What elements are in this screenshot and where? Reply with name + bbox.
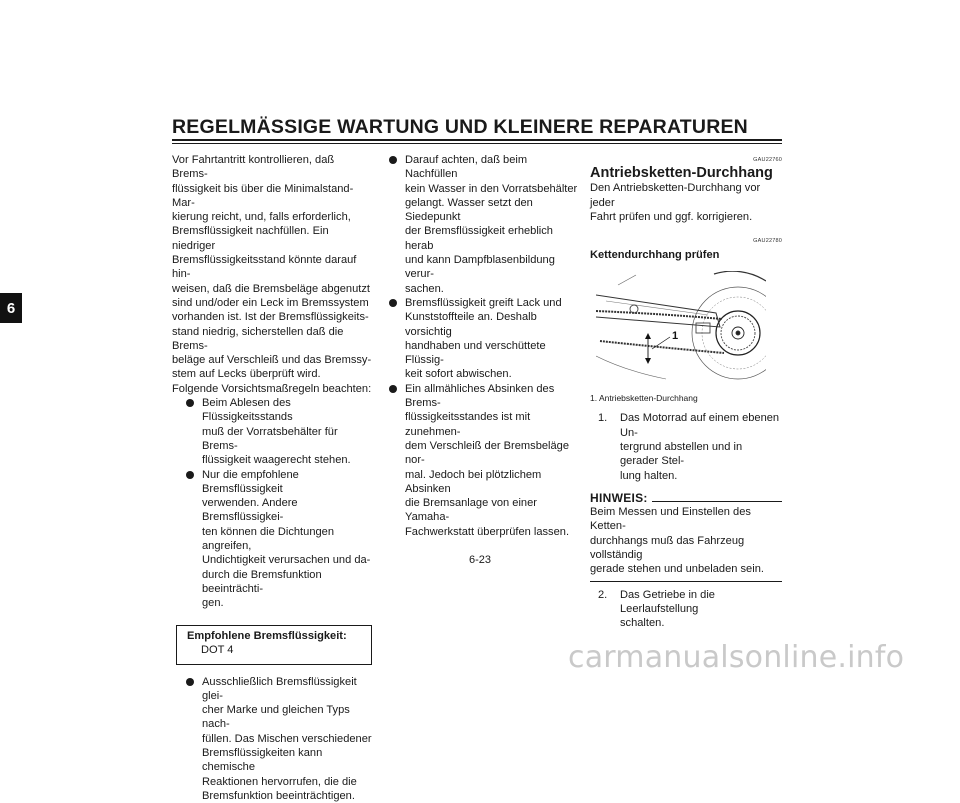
text-line: handhaben und verschüttete Flüssig- [405,339,579,368]
bullet-icon [186,399,194,407]
list-item [389,382,579,539]
text-line: der Bremsflüssigkeit erheblich herab [405,224,579,253]
step-number: 2. [598,588,607,602]
note-header [590,491,782,505]
list-item [389,153,579,296]
text-line: beläge auf Verschleiß und das Bremssy- [172,353,372,367]
text-line: Reaktionen hervorrufen, die die [202,775,372,789]
text-line: stand niedrig, sicherstellen daß die Brems- [172,325,372,354]
text-line: tergrund abstellen und in gerader Stel- [620,440,782,469]
text-line: stem auf Lecks überprüft wird. [172,367,372,381]
figure-caption: 1. Antriebsketten-Durchhang [590,391,782,405]
text-line: durch die Bremsfunktion beeinträchti- [202,568,372,597]
text-line: Darauf achten, daß beim Nachfüllen [405,153,579,182]
text-line: Nur die empfohlene Bremsflüssigkeit [202,468,372,497]
title-rule-thin [172,143,782,144]
bullet-list [186,675,372,803]
text-line: flüssigkeit waagerecht stehen. [202,453,372,467]
column-left [172,153,372,803]
text-line: Das Getriebe in die Leerlaufstellung [620,588,782,617]
bullet-list [186,396,372,610]
text-line: Bremsflüssigkeit nachfüllen. Ein niedriger [172,224,372,253]
text-line: und kann Dampfblasenbildung verur- [405,253,579,282]
text-line: Folgende Vorsichtsmaßregeln beachten: [172,382,372,396]
step-list [590,588,782,631]
text-line: Ausschließlich Bremsflüssigkeit glei- [202,675,372,704]
text-line: durchhangs muß das Fahrzeug vollständig [590,534,782,563]
text-line: flüssigkeitsstandes ist mit zunehmen- [405,410,579,439]
text-line: Kunststoffteile an. Deshalb vorsichtig [405,310,579,339]
note-label: HINWEIS: [590,491,648,505]
text-line: füllen. Das Mischen verschiedener [202,732,372,746]
bullet-list [389,153,579,539]
bullet-icon [389,299,397,307]
chapter-tab: 6 [0,293,22,323]
list-item [186,468,372,611]
note-text [590,505,782,576]
text-line: schalten. [620,616,782,630]
text-line: keit sofort abwischen. [405,367,579,381]
bullet-icon [389,385,397,393]
text-line: flüssigkeit bis über die Minimalstand-Mar- [172,182,372,211]
text-line: verwenden. Andere Bremsflüssigkei- [202,496,372,525]
column-right [590,153,782,631]
step-list [590,411,782,482]
recommended-fluid-box [176,625,372,665]
box-value: DOT 4 [187,643,361,657]
text-line: mal. Jedoch bei plötzlichem Absinken [405,468,579,497]
title-rule [172,139,782,141]
text-line: Bremsflüssigkeit greift Lack und [405,296,579,310]
text-line: Bremsflüssigkeiten kann chemische [202,746,372,775]
note-end-rule [590,581,782,582]
text-line: weisen, daß die Bremsbeläge abgenutzt [172,282,372,296]
text-line: kierung reicht, und, falls erforderlich, [172,210,372,224]
text-line: Den Antriebsketten-Durchhang vor jeder [590,181,782,210]
text-line: Beim Messen und Einstellen des Ketten- [590,505,782,534]
text-line: Beim Ablesen des Flüssigkeitsstands [202,396,372,425]
bullet-icon [186,471,194,479]
list-item [186,396,372,467]
figure-label: 1 [672,330,678,342]
text-line: sind und/oder ein Leck im Bremssystem [172,296,372,310]
step-number: 1. [598,411,607,425]
note-rule [652,501,782,502]
list-item [598,411,782,482]
watermark: carmanualsonline.info [568,640,904,675]
text-line: gen. [202,596,372,610]
text-line: sachen. [405,282,579,296]
text-line: gelangt. Wasser setzt den Siedepunkt [405,196,579,225]
list-item [389,296,579,382]
page-number: 6-23 [460,554,500,566]
column-middle [389,153,579,539]
box-title: Empfohlene Bremsflüssigkeit: [187,629,361,643]
chain-slack-illustration [596,271,766,381]
text-line: Vor Fahrtantritt kontrollieren, daß Brems- [172,153,372,182]
list-item [598,588,782,631]
bullet-icon [186,678,194,686]
text-line: vorhanden ist. Ist der Bremsflüssigkeits- [172,310,372,324]
text-line: Fahrt prüfen und ggf. korrigieren. [590,210,782,224]
text-line: Undichtigkeit verursachen und da- [202,553,372,567]
text-line: Bremsfunktion beeinträchtigen. [202,789,372,803]
list-item [186,675,372,803]
text-line: gerade stehen und unbeladen sein. [590,562,782,576]
text-line: die Bremsanlage von einer Yamaha- [405,496,579,525]
text-line: Bremsflüssigkeitsstand könnte darauf hin- [172,253,372,282]
bullet-icon [389,156,397,164]
section-code: GAU22760 [590,153,782,167]
text-line: dem Verschleiß der Bremsbeläge nor- [405,439,579,468]
text-line: ten können die Dichtungen angreifen, [202,525,372,554]
section-code: GAU22780 [590,234,782,248]
subsection-heading: Kettendurchhang prüfen [590,248,782,262]
text-line: Ein allmähliches Absinken des Brems- [405,382,579,411]
intro-paragraph [172,153,372,396]
text-line: Das Motorrad auf einem ebenen Un- [620,411,782,440]
text-line: cher Marke und gleichen Typs nach- [202,703,372,732]
text-line: kein Wasser in den Vorratsbehälter [405,182,579,196]
text-line: Fachwerkstatt überprüfen lassen. [405,525,579,539]
page-title: REGELMÄSSIGE WARTUNG UND KLEINERE REPARATUREN [172,116,782,139]
section-heading: Antriebsketten-Durchhang [590,165,782,181]
text-line: muß der Vorratsbehälter für Brems- [202,425,372,454]
text-line: lung halten. [620,469,782,483]
